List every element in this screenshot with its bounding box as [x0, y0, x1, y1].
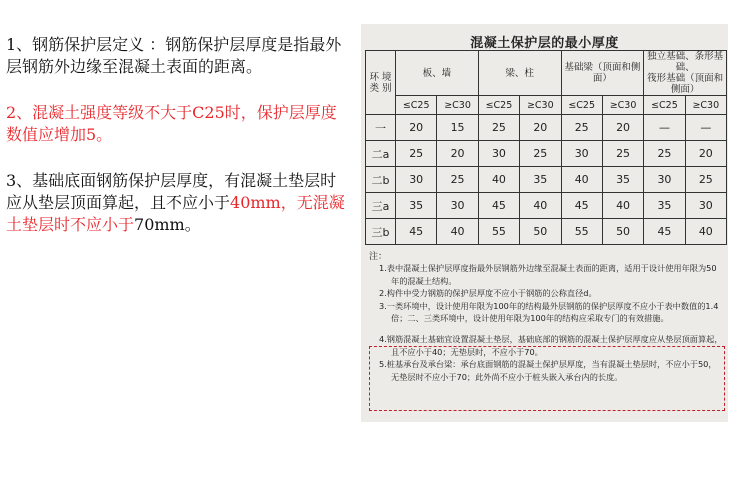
value-cell: 55	[478, 219, 519, 245]
value-cell: 55	[561, 219, 602, 245]
note-item: 1.表中混凝土保护层厚度指最外层钢筋外边缘至混凝土表面的距离，适用于设计使用年限为50年的混凝土结构。	[379, 263, 717, 286]
env-cell: 二a	[366, 141, 396, 167]
value-cell: 35	[520, 167, 561, 193]
notes-label: 注：	[369, 252, 388, 262]
sub-header: ≥C30	[437, 96, 478, 115]
value-cell: 20	[396, 115, 437, 141]
foundation-text-3: 70mm。	[134, 215, 201, 234]
value-cell: 30	[561, 141, 602, 167]
value-cell: 25	[644, 141, 685, 167]
value-cell: 20	[602, 115, 643, 141]
value-cell: 30	[644, 167, 685, 193]
group-header-slab: 板、墙	[396, 51, 479, 96]
foundation-paragraph	[6, 170, 346, 236]
env-cell: 二b	[366, 167, 396, 193]
value-cell: 25	[437, 167, 478, 193]
table-row	[366, 115, 727, 141]
table-row	[366, 193, 727, 219]
group-header-foundation-beam: 基础梁（顶面和侧面）	[561, 51, 644, 96]
value-cell: 30	[396, 167, 437, 193]
value-cell: 40	[561, 167, 602, 193]
env-cell: 一	[366, 115, 396, 141]
value-cell: 45	[561, 193, 602, 219]
value-cell: 50	[520, 219, 561, 245]
strength-text: 2、混凝土强度等级不大于C25时，保护层厚度数值应增加5。	[6, 103, 337, 144]
value-cell: 40	[520, 193, 561, 219]
definition-paragraph	[6, 34, 346, 78]
value-cell: 40	[478, 167, 519, 193]
table-row	[366, 219, 727, 245]
value-cell: 15	[437, 115, 478, 141]
sub-header: ≥C30	[520, 96, 561, 115]
value-cell: 25	[478, 115, 519, 141]
explanation-text	[6, 34, 346, 250]
value-cell: 25	[520, 141, 561, 167]
value-cell: 40	[685, 219, 726, 245]
value-cell: 30	[437, 193, 478, 219]
value-cell: —	[685, 115, 726, 141]
sub-header: ≥C30	[602, 96, 643, 115]
value-cell: 35	[396, 193, 437, 219]
env-cell: 三b	[366, 219, 396, 245]
value-cell: 20	[437, 141, 478, 167]
env-header: 环 境 类 别	[366, 51, 396, 115]
value-cell: 20	[520, 115, 561, 141]
highlight-box	[369, 346, 725, 411]
note-item: 4.钢筋混凝土基础宜设置混凝土垫层，基础底部的钢筋的混凝土保护层厚度应从垫层顶面算起，且不应小于40；无垫层时，不应小于70。	[379, 333, 723, 357]
value-cell: 40	[437, 219, 478, 245]
table-row	[366, 167, 727, 193]
value-cell: 25	[602, 141, 643, 167]
env-cell: 三a	[366, 193, 396, 219]
value-cell: 35	[644, 193, 685, 219]
sub-header: ≤C25	[478, 96, 519, 115]
definition-text: 1、钢筋保护层定义 ：钢筋保护层厚度是指最外层钢筋外边缘至混凝土表面的距离。	[6, 35, 342, 76]
value-cell: 20	[685, 141, 726, 167]
value-cell: 45	[478, 193, 519, 219]
note-item: 5.桩基承台及承台梁：承台底面钢筋的混凝土保护层厚度，当有混凝土垫层时，不应小于50，无垫层时不应小于70；此外尚不应小于桩头嵌入承台内的长度。	[379, 359, 717, 382]
value-cell: 40	[602, 193, 643, 219]
value-cell: 35	[602, 167, 643, 193]
sub-header: ≤C25	[561, 96, 602, 115]
value-cell: 25	[685, 167, 726, 193]
cover-thickness-table	[365, 50, 727, 245]
note-item: 2.构件中受力钢筋的保护层厚度不应小于钢筋的公称直径d。	[379, 288, 597, 299]
table-row	[366, 141, 727, 167]
sub-header: ≤C25	[396, 96, 437, 115]
value-cell: 45	[644, 219, 685, 245]
value-cell: 25	[396, 141, 437, 167]
value-cell: 25	[561, 115, 602, 141]
group-header-beam: 梁、柱	[478, 51, 561, 96]
value-cell: 30	[478, 141, 519, 167]
value-cell: 30	[685, 193, 726, 219]
sub-header: ≤C25	[644, 96, 685, 115]
sub-header: ≥C30	[685, 96, 726, 115]
foundation-text-2: 40mm，无混凝土垫层时不应小于	[6, 193, 345, 234]
strength-paragraph	[6, 102, 346, 146]
value-cell: —	[644, 115, 685, 141]
scanned-table-image	[361, 24, 728, 422]
group-header-foundation: 独立基础、条形基础、 筏形基础（顶面和侧面）	[644, 51, 727, 96]
foundation-text-1: 3、基础底面钢筋保护层厚度，有混凝土垫层时应从垫层顶面算起，且不应小于	[6, 171, 337, 212]
note-item: 3.一类环境中，设计使用年限为100年的结构最外层钢筋的保护层厚度不应小于表中数值的1.4倍；二、三类环境中，设计使用年限为100年的结构应采取专门的有效措施。	[379, 300, 719, 324]
table-title: 混凝土保护层的最小厚度	[470, 36, 619, 51]
value-cell: 45	[396, 219, 437, 245]
value-cell: 50	[602, 219, 643, 245]
